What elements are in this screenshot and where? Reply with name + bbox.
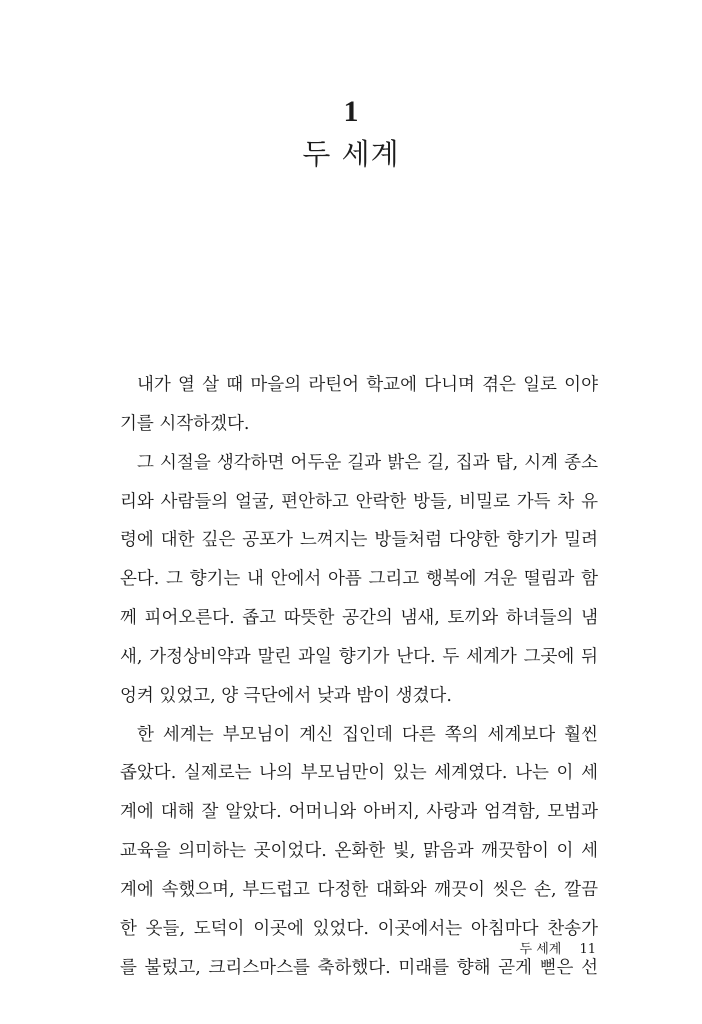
text-line: 좁았다. 실제로는 나의 부모님만이 있는 세계였다. 나는 이 세 xyxy=(120,763,598,784)
body-text xyxy=(120,366,598,988)
text-line: 령에 대한 깊은 공포가 느껴지는 방들처럼 다양한 향기가 밀려 xyxy=(120,530,598,551)
text-line: 기를 시작하겠다. xyxy=(120,413,250,434)
chapter-title: 두 세계 xyxy=(302,137,400,171)
chapter-number: 1 xyxy=(343,95,359,128)
text-line: 께 피어오른다. 좁고 따뜻한 공간의 냄새, 토끼와 하녀들의 냄 xyxy=(120,608,598,629)
text-line: 리와 사람들의 얼굴, 편안하고 안락한 방들, 비밀로 가득 차 유 xyxy=(120,491,598,512)
text-line: 계에 속했으며, 부드럽고 다정한 대화와 깨끗이 씻은 손, 깔끔 xyxy=(120,879,598,900)
text-line: 교육을 의미하는 곳이었다. 온화한 빛, 맑음과 깨끗함이 이 세 xyxy=(120,841,598,862)
text-line: 계에 대해 잘 알았다. 어머니와 아버지, 사랑과 엄격함, 모범과 xyxy=(120,802,598,823)
page-number: 11 xyxy=(579,942,596,957)
text-line: 그 시절을 생각하면 어두운 길과 밝은 길, 집과 탑, 시계 종소 xyxy=(137,452,598,473)
page-footer xyxy=(520,940,597,960)
text-line: 한 옷들, 도덕이 이곳에 있었다. 이곳에서는 아침마다 찬송가 xyxy=(120,918,598,939)
text-line: 온다. 그 향기는 내 안에서 아픔 그리고 행복에 겨운 떨림과 함 xyxy=(120,569,598,590)
text-line: 내가 열 살 때 마을의 라틴어 학교에 다니며 겪은 일로 이야 xyxy=(137,375,598,395)
text-line: 엉켜 있었고, 양 극단에서 낮과 밤이 생겼다. xyxy=(120,685,452,706)
text-line: 를 불렀고, 크리스마스를 축하했다. 미래를 향해 곧게 뻗은 선 xyxy=(120,957,598,978)
text-line: 새, 가정상비약과 말린 과일 향기가 난다. 두 세계가 그곳에 뒤 xyxy=(120,646,598,667)
text-line: 한 세계는 부모님이 계신 집인데 다른 쪽의 세계보다 훨씬 xyxy=(137,724,598,745)
running-title: 두 세계 xyxy=(519,942,562,957)
